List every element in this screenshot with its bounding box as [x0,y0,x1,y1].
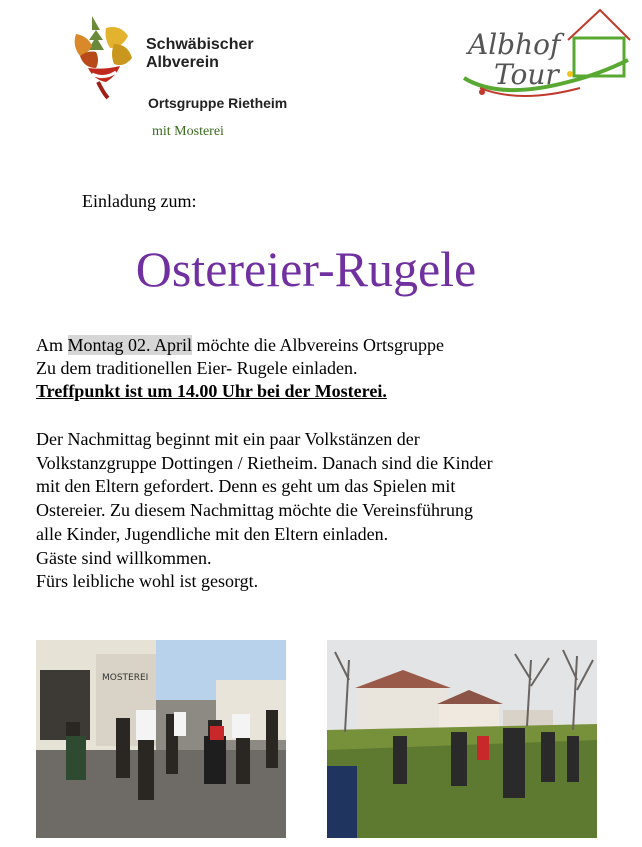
org-name-line2: Albverein [146,54,219,71]
org-name-line1: Schwäbischer [146,36,254,53]
body-line: alle Kinder, Jugendliche mit den Eltern einladen. [36,523,389,544]
intro-am: Am [36,335,63,355]
body-line: Der Nachmittag beginnt mit ein paar Volkstänzen der [36,429,420,449]
local-group-name: Ortsgruppe Rietheim [148,95,288,111]
subline-mosterei: mit Mosterei [152,124,224,139]
invitation-label: Einladung zum: [82,191,197,211]
photo-meadow-gathering [327,640,597,838]
body-line: mit den Eltern gefordert. Denn es geht um das Spielen mit [36,476,456,497]
body-line: Fürs leibliche wohl ist gesorgt. [36,571,259,592]
intro-line-1 [36,334,444,357]
albhof-tour-logo [460,4,632,104]
meeting-point: Treffpunkt ist um 14.00 Uhr bei der Mosterei. [36,381,387,401]
event-title: Ostereier-Rugele [135,241,477,297]
body-paragraph [36,428,596,594]
intro-paragraph [36,334,444,403]
albhof-logo-line1: Albhof [468,28,561,61]
org-name [146,36,254,72]
event-date: Montag 02. April [67,335,192,355]
body-line: Volkstanzgruppe Dottingen / Rietheim. Danach sind die Kinder [36,452,493,473]
mosterei-sign: MOSTEREI [102,673,149,683]
intro-line-2: Zu dem traditionellen Eier- Rugele einladen. [36,358,358,378]
photo-folk-dance [36,640,286,838]
body-line: Ostereier. Zu diesem Nachmittag möchte die Vereinsführung [36,500,474,521]
body-line: Gäste sind willkommen. [36,547,212,568]
intro-line1-rest: möchte die Albvereins Ortsgruppe [196,335,444,355]
albverein-leaf-logo [70,10,140,100]
albhof-logo-line2: Tour [494,58,559,91]
